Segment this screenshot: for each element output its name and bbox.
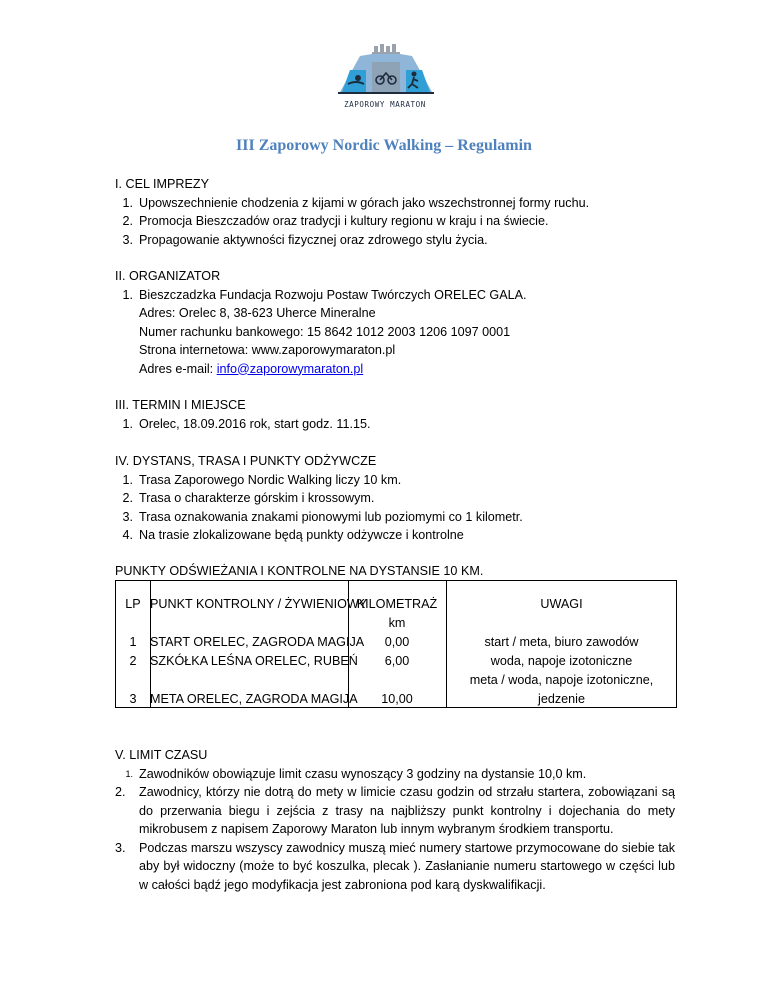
list-item: 1. Upowszechnienie chodzenia z kijami w górach jako wszechstronnej formy ruchu. [122,195,590,210]
header-km: KILOMETRAŻ [356,597,438,611]
section-heading: II. ORGANIZATOR [115,269,221,283]
table-cell-note: start / meta, biuro zawodów [484,635,639,649]
list-item: 3. Podczas marszu wszyscy zawodnicy muszą mieć numery startowe przymocowane do siebie tak aby był widoczny (może to być koszulka, plecak ). Zasłanianie numeru startowego w części lub w całości bądź jego modyfikacja jest zabroniona pod karą dyskwalifikacji. [115,840,675,892]
section-heading: V. LIMIT CZASU [115,748,208,762]
list-item: 1. Zawodników obowiązuje limit czasu wynoszący 3 godziny na dystansie 10,0 km. [125,766,587,781]
email-line: Adres e-mail: info@zaporowymaraton.pl [139,361,364,376]
website-line: Strona internetowa: www.zaporowymaraton.pl [139,343,396,357]
header-point: PUNKT KONTROLNY / ŻYWIENIOWY [150,597,368,611]
header-lp: LP [125,597,141,611]
list-item: 2. Promocja Bieszczadów oraz tradycji i kultury regionu w kraju i na świecie. [122,214,549,228]
table-caption: PUNKTY ODŚWIEŻANIA I KONTROLNE NA DYSTANSIE 10 KM. [115,564,484,578]
section-limit-czasu [115,746,675,894]
list-item: 1. Bieszczadzka Fundacja Rozwoju Postaw Twórczych ORELEC GALA. [122,287,527,302]
section-cel-imprezy [115,175,675,249]
bank-account-line: Numer rachunku bankowego: 15 8642 1012 2003 1206 1097 0001 [139,324,511,339]
table-cell-km: 0,00 [384,635,410,649]
section-organizator [115,267,675,378]
section-termin [115,396,675,433]
list-item: 3. Propagowanie aktywności fizycznej oraz zdrowego stylu życia. [122,232,488,247]
table-cell-lp: 1 [129,635,137,649]
table-cell-km: 10,00 [381,692,413,706]
document-title: III Zaporowy Nordic Walking – Regulamin [236,137,532,154]
section-dystans [115,452,675,545]
list-item: 2. Zawodnicy, którzy nie dotrą do mety w limicie czasu godzin od strzału startera, zobowiązani są do przerwania biegu i zejścia z trasy na najbliższy punkt kontrolny i dojechania do mety mikrobusem z napisem Zaporowy Maraton lub innym wybranym środkiem transportu. [115,785,675,836]
table-cell-point: META ORELEC, ZAGRODA MAGIJA [150,692,358,706]
control-points-table [115,580,677,708]
table-cell-lp: 2 [129,654,137,668]
email-link[interactable]: info@zaporowymaraton.pl [216,361,364,376]
address-line: Adres: Orelec 8, 38-623 Uherce Mineralne [139,306,376,320]
table-cell-km: 6,00 [384,654,410,668]
list-item: 4. Na trasie zlokalizowane będą punkty odżywcze i kontrolne [122,528,464,542]
table-cell-point: SZKÓŁKA LEŚNA ORELEC, RUBEŃ [150,654,358,668]
list-item: 1. Trasa Zaporowego Nordic Walking liczy 10 km. [122,472,402,487]
list-item: 3. Trasa oznakowania znakami pionowymi lub poziomymi co 1 kilometr. [122,509,523,524]
section-heading: IV. DYSTANS, TRASA I PUNKTY ODŻYWCZE [115,454,377,468]
logo-text: ZAPOROWY MARATON [344,100,426,109]
table-cell-point: START ORELEC, ZAGRODA MAGIJA [150,635,365,649]
section-heading: III. TERMIN I MIEJSCE [115,398,246,412]
table-cell-note: woda, napoje izotoniczne [490,654,633,668]
list-item: 2. Trasa o charakterze górskim i krossowym. [122,491,375,505]
section-heading: I. CEL IMPREZY [115,177,210,191]
table-cell-lp: 3 [129,692,137,706]
table-cell-note: meta / woda, napoje izotoniczne, [469,673,654,687]
header-km-unit: km [388,616,406,630]
header-notes: UWAGI [540,597,583,611]
table-cell-note: jedzenie [538,692,585,706]
list-item: 1. Orelec, 18.09.2016 rok, start godz. 11.15. [122,416,371,431]
